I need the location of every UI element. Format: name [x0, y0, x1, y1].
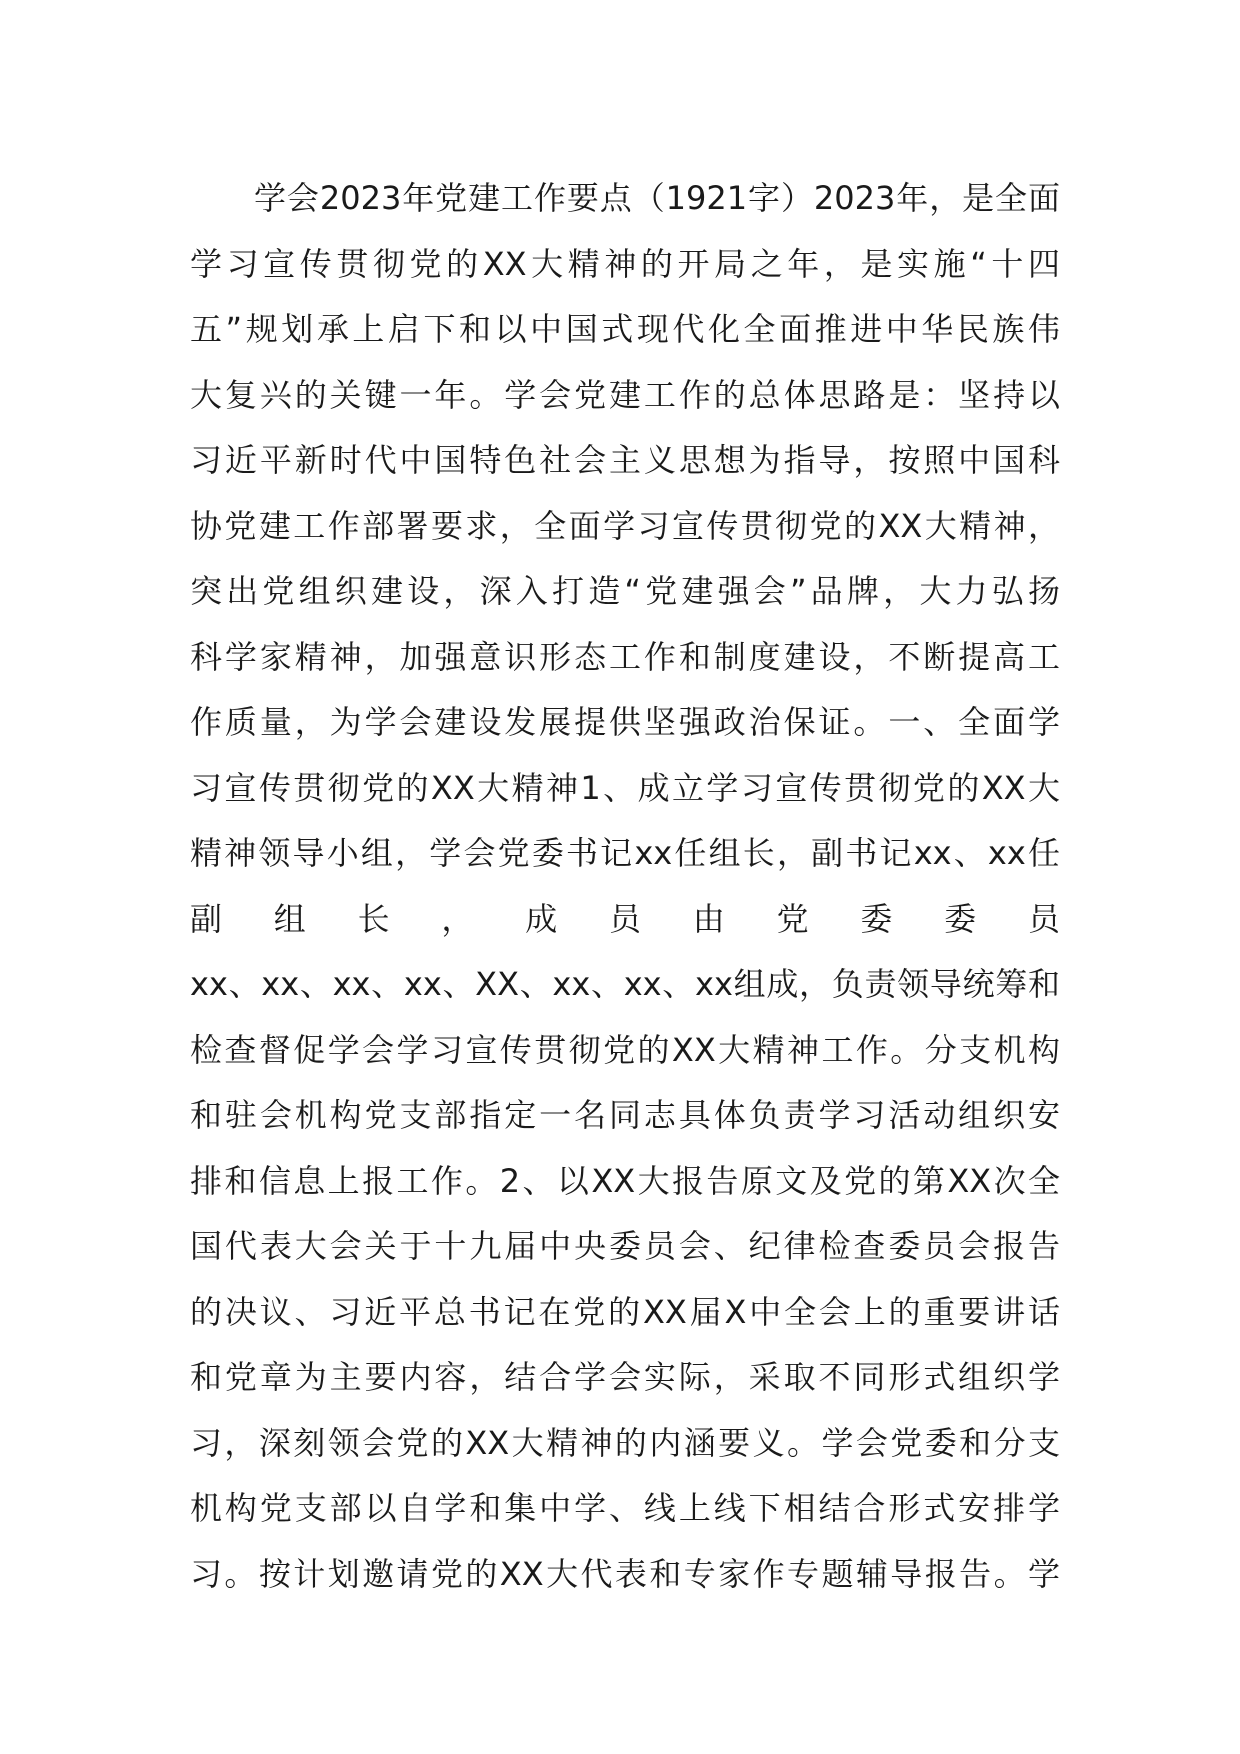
text-line: 机构党支部以自学和集中学、线上线下相结合形式安排学: [190, 1489, 1060, 1527]
text-line: 学会2023年党建工作要点（1921字）2023年，是全面: [254, 179, 1060, 217]
text-line: 习宣传贯彻党的XX大精神1、成立学习宣传贯彻党的XX大: [190, 768, 1060, 807]
text-line: 大复兴的关键一年。学会党建工作的总体思路是：坚持以: [190, 375, 1060, 414]
text-line: 国代表大会关于十九届中央委员会、纪律检查委员会报告: [190, 1227, 1060, 1265]
text-line: 五”规划承上启下和以中国式现代化全面推进中华民族伟: [190, 310, 1060, 348]
text-line: 副 组 长 ， 成 员 由 党 委 委 员: [190, 899, 1060, 938]
text-line: 精神领导小组，学会党委书记xx任组长，副书记xx、xx任: [190, 834, 1060, 872]
text-line: 习近平新时代中国特色社会主义思想为指导，按照中国科: [190, 441, 1060, 479]
text-line: 排和信息上报工作。2、以XX大报告原文及党的第XX次全: [190, 1161, 1060, 1200]
text-line: 科学家精神，加强意识形态工作和制度建设，不断提高工: [190, 637, 1060, 676]
body-paragraph: [190, 166, 1060, 1607]
text-line: 学习宣传贯彻党的XX大精神的开局之年，是实施“十四: [190, 244, 1060, 283]
text-line: 习，深刻领会党的XX大精神的内涵要义。学会党委和分支: [190, 1423, 1060, 1462]
text-line: 检查督促学会学习宣传贯彻党的XX大精神工作。分支机构: [190, 1030, 1060, 1069]
text-line: 和驻会机构党支部指定一名同志具体负责学习活动组织安: [190, 1096, 1060, 1134]
text-line: 协党建工作部署要求，全面学习宣传贯彻党的XX大精神，: [190, 506, 1060, 545]
text-line: 突出党组织建设，深入打造“党建强会”品牌，大力弘扬: [190, 572, 1060, 610]
text-line: xx、xx、xx、xx、XX、xx、xx、xx组成，负责领导统筹和: [190, 965, 1060, 1003]
text-line: 习。按计划邀请党的XX大代表和专家作专题辅导报告。学: [190, 1554, 1060, 1593]
text-line: 和党章为主要内容，结合学会实际，采取不同形式组织学: [190, 1358, 1060, 1396]
text-line: 的决议、习近平总书记在党的XX届X中全会上的重要讲话: [190, 1292, 1060, 1331]
text-line: 作质量，为学会建设发展提供坚强政治保证。一、全面学: [190, 703, 1060, 741]
